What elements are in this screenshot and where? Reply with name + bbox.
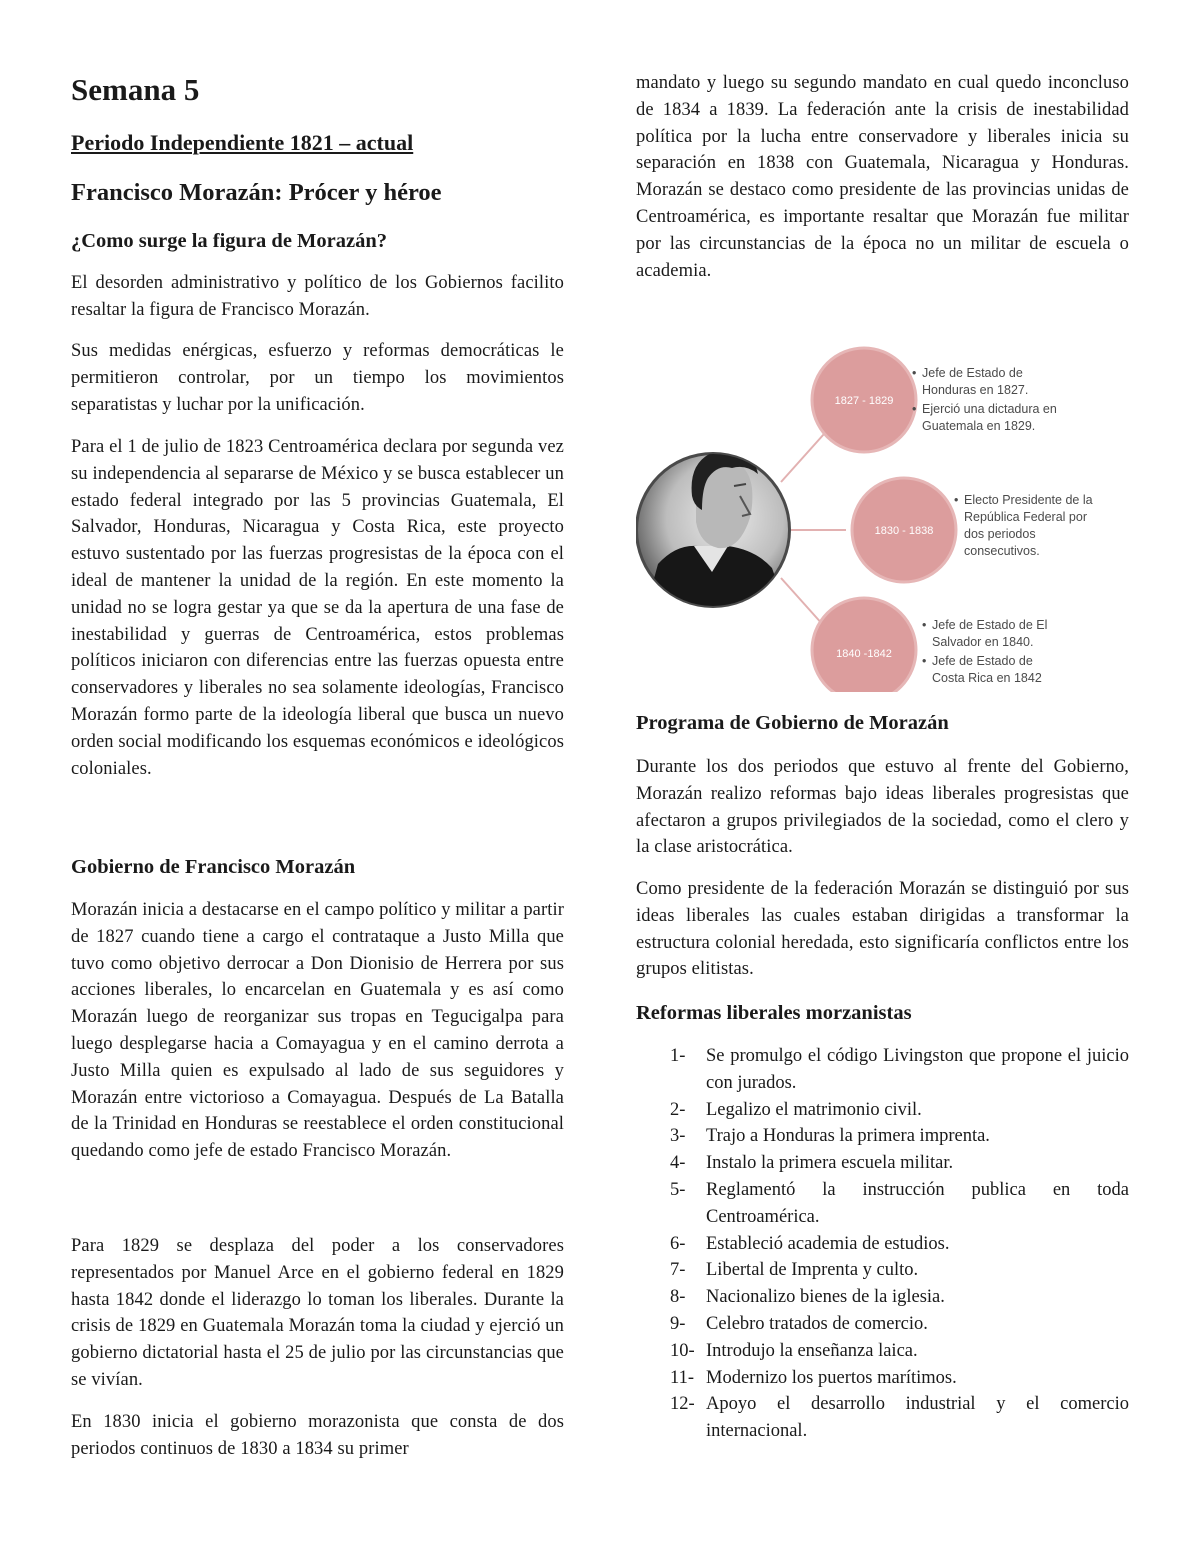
- svg-text:•: •: [912, 402, 917, 416]
- paragraph: mandato y luego su segundo mandato en cual quedo inconcluso de 1834 a 1839. La federación ante la crisis de inestabilidad política por la lucha entre conservadore y liberales inicia su separación en 1838 con Guatemala, Nicaragua y Honduras. Morazán se destaco como presidente de las provincias unidas de Centroamérica, es importante resaltar que Morazán fue militar por las circunstancias de la época no un militar de escuela o academia.: [636, 73, 1129, 281]
- paragraph: Sus medidas enérgicas, esfuerzo y reformas democráticas le permitieron controlar, por un tiempo los movimientos separatistas y luchar por la unificación.: [71, 341, 564, 415]
- section-title-surge: ¿Como surge la figura de Morazán?: [71, 230, 387, 252]
- bullet-group: [954, 493, 1093, 558]
- connector-line: [781, 578, 824, 626]
- list-item: 4- Instalo la primera escuela militar.: [670, 1153, 954, 1174]
- morazan-timeline-diagram: [636, 346, 1130, 692]
- list-item: 11- Modernizo los puertos marítimos.: [670, 1367, 957, 1388]
- list-item: 7- Libertal de Imprenta y culto.: [670, 1260, 919, 1281]
- svg-text:Guatemala en 1829.: Guatemala en 1829.: [922, 419, 1036, 433]
- svg-text:Jefe de Estado de: Jefe de Estado de: [922, 366, 1023, 380]
- circle-years-label: 1827 - 1829: [834, 395, 894, 407]
- paragraph: Morazán inicia a destacarse en el campo político y militar a partir de 1827 cuando tiene a cargo el contrataque a Justo Milla que tuvo como objetivo derrocar a Don Dionisio de Herrera por sus acciones liberales, lo encarcelan en Guatemala y es así como Morazán luego de reorganizar sus tropas en Tegucigalpa para luego desplegarse hacia a Comayagua y en el camino derrota a Justo Milla quien es expulsado al lado de sus seguidores y Morazán entre victorioso a Comayagua. Después de La Batalla de la Trinidad en Honduras se reestablece el orden constitucional quedando como jefe de estado Francisco Morazán.: [71, 900, 564, 1162]
- paragraph: En 1830 inicia el gobierno morazonista que consta de dos periodos continuos de 1830 a 1834 su primer: [71, 1412, 564, 1459]
- list-item: 8- Nacionalizo bienes de la iglesia.: [670, 1287, 945, 1308]
- section-title-reformas: Reformas liberales morzanistas: [636, 1002, 912, 1024]
- paragraph: Como presidente de la federación Morazán se distinguió por sus ideas liberales las cuales estaban dirigidas a transformar la estructura colonial heredada, esto significaría conflictos entre los grupos elitistas.: [636, 879, 1129, 980]
- paragraph: Para el 1 de julio de 1823 Centroamérica declara por segunda vez su independencia al separarse de México y se busca establecer un estado federal integrado por las 5 provincias Guatemala, El Salvador, Honduras, Nicaragua y Costa Rica, este proyecto estuvo sustentado por las fuerzas progresistas de la época con el ideal de mantener la unidad de la región. En este momento la unidad no se logra gestar ya que se da la apertura de una fase de inestabilidad y guerras de Centroamérica, estos problemas políticos iniciaron con diferencias entre las fuerzas opuesta entre conservadores y liberales no sea solamente ideologías, Francisco Morazán formo parte de la ideología liberal que busca un nuevo orden social modificando los esquemas económicos e ideológicos coloniales.: [71, 437, 564, 779]
- svg-text:Jefe de Estado de: Jefe de Estado de: [932, 654, 1033, 668]
- svg-text:Costa Rica en 1842: Costa Rica en 1842: [932, 671, 1042, 685]
- period-title: Periodo Independiente 1821 – actual: [71, 130, 414, 155]
- section-title-programa: Programa de Gobierno de Morazán: [636, 712, 949, 734]
- list-item: 12- Apoyo el desarrollo industrial y el comercio internacional.: [670, 1394, 1129, 1442]
- svg-text:Ejerció una dictadura en: Ejerció una dictadura en: [922, 402, 1057, 416]
- svg-text:•: •: [922, 654, 927, 668]
- circle-years-label: 1830 - 1838: [874, 525, 934, 537]
- svg-text:dos periodos: dos periodos: [964, 527, 1036, 541]
- connector-line: [781, 434, 824, 482]
- main-title: Francisco Morazán: Prócer y héroe: [71, 179, 442, 206]
- list-item: 6- Estableció academia de estudios.: [670, 1233, 950, 1254]
- svg-text:República Federal por: República Federal por: [964, 510, 1087, 524]
- bullet-group: [912, 366, 1057, 433]
- list-item: 3- Trajo a Honduras la primera imprenta.: [670, 1126, 990, 1147]
- bullet-group: [922, 618, 1047, 685]
- svg-text:•: •: [922, 618, 927, 632]
- svg-text:Salvador en 1840.: Salvador en 1840.: [932, 635, 1034, 649]
- paragraph: El desorden administrativo y político de los Gobiernos facilito resaltar la figura de Francisco Morazán.: [71, 273, 564, 320]
- list-item: 2- Legalizo el matrimonio civil.: [670, 1099, 922, 1120]
- morazan-portrait: [636, 450, 791, 609]
- svg-text:•: •: [954, 493, 959, 507]
- timeline-svg: [636, 346, 1130, 692]
- svg-text:Honduras en 1827.: Honduras en 1827.: [922, 383, 1029, 397]
- list-item: 10- Introdujo la enseñanza laica.: [670, 1340, 918, 1361]
- paragraph: Para 1829 se desplaza del poder a los conservadores representados por Manuel Arce en el gobierno federal en 1829 hasta 1842 donde el liderazgo lo toman los liberales. Durante la crisis de 1829 en Guatemala Morazán toma la ciudad y ejerció un gobierno dictatorial hasta el 25 de julio por las circunstancias que se vivían.: [71, 1236, 564, 1390]
- circle-years-label: 1840 -1842: [836, 648, 892, 660]
- page-heading: Semana 5: [71, 72, 200, 107]
- timeline-circle: [812, 598, 916, 692]
- svg-text:•: •: [912, 366, 917, 380]
- list-item: 9- Celebro tratados de comercio.: [670, 1313, 928, 1334]
- paragraph: Durante los dos periodos que estuvo al frente del Gobierno, Morazán realizo reformas bajo ideas liberales progresistas que afectaron a grupos privilegiados de la sociedad, como el clero y la clase aristocrática.: [636, 757, 1129, 858]
- svg-text:consecutivos.: consecutivos.: [964, 544, 1040, 558]
- section-title-gobierno: Gobierno de Francisco Morazán: [71, 856, 356, 878]
- reforms-list: [636, 1043, 1129, 1445]
- svg-text:Jefe de Estado de El: Jefe de Estado de El: [932, 618, 1048, 632]
- list-item: 1- Se promulgo el código Livingston que propone el juicio con jurados.: [670, 1046, 1129, 1093]
- list-item: 5- Reglamentó la instrucción publica en toda Centroamérica.: [670, 1179, 1129, 1227]
- svg-text:Electo Presidente de la: Electo Presidente de la: [964, 493, 1093, 507]
